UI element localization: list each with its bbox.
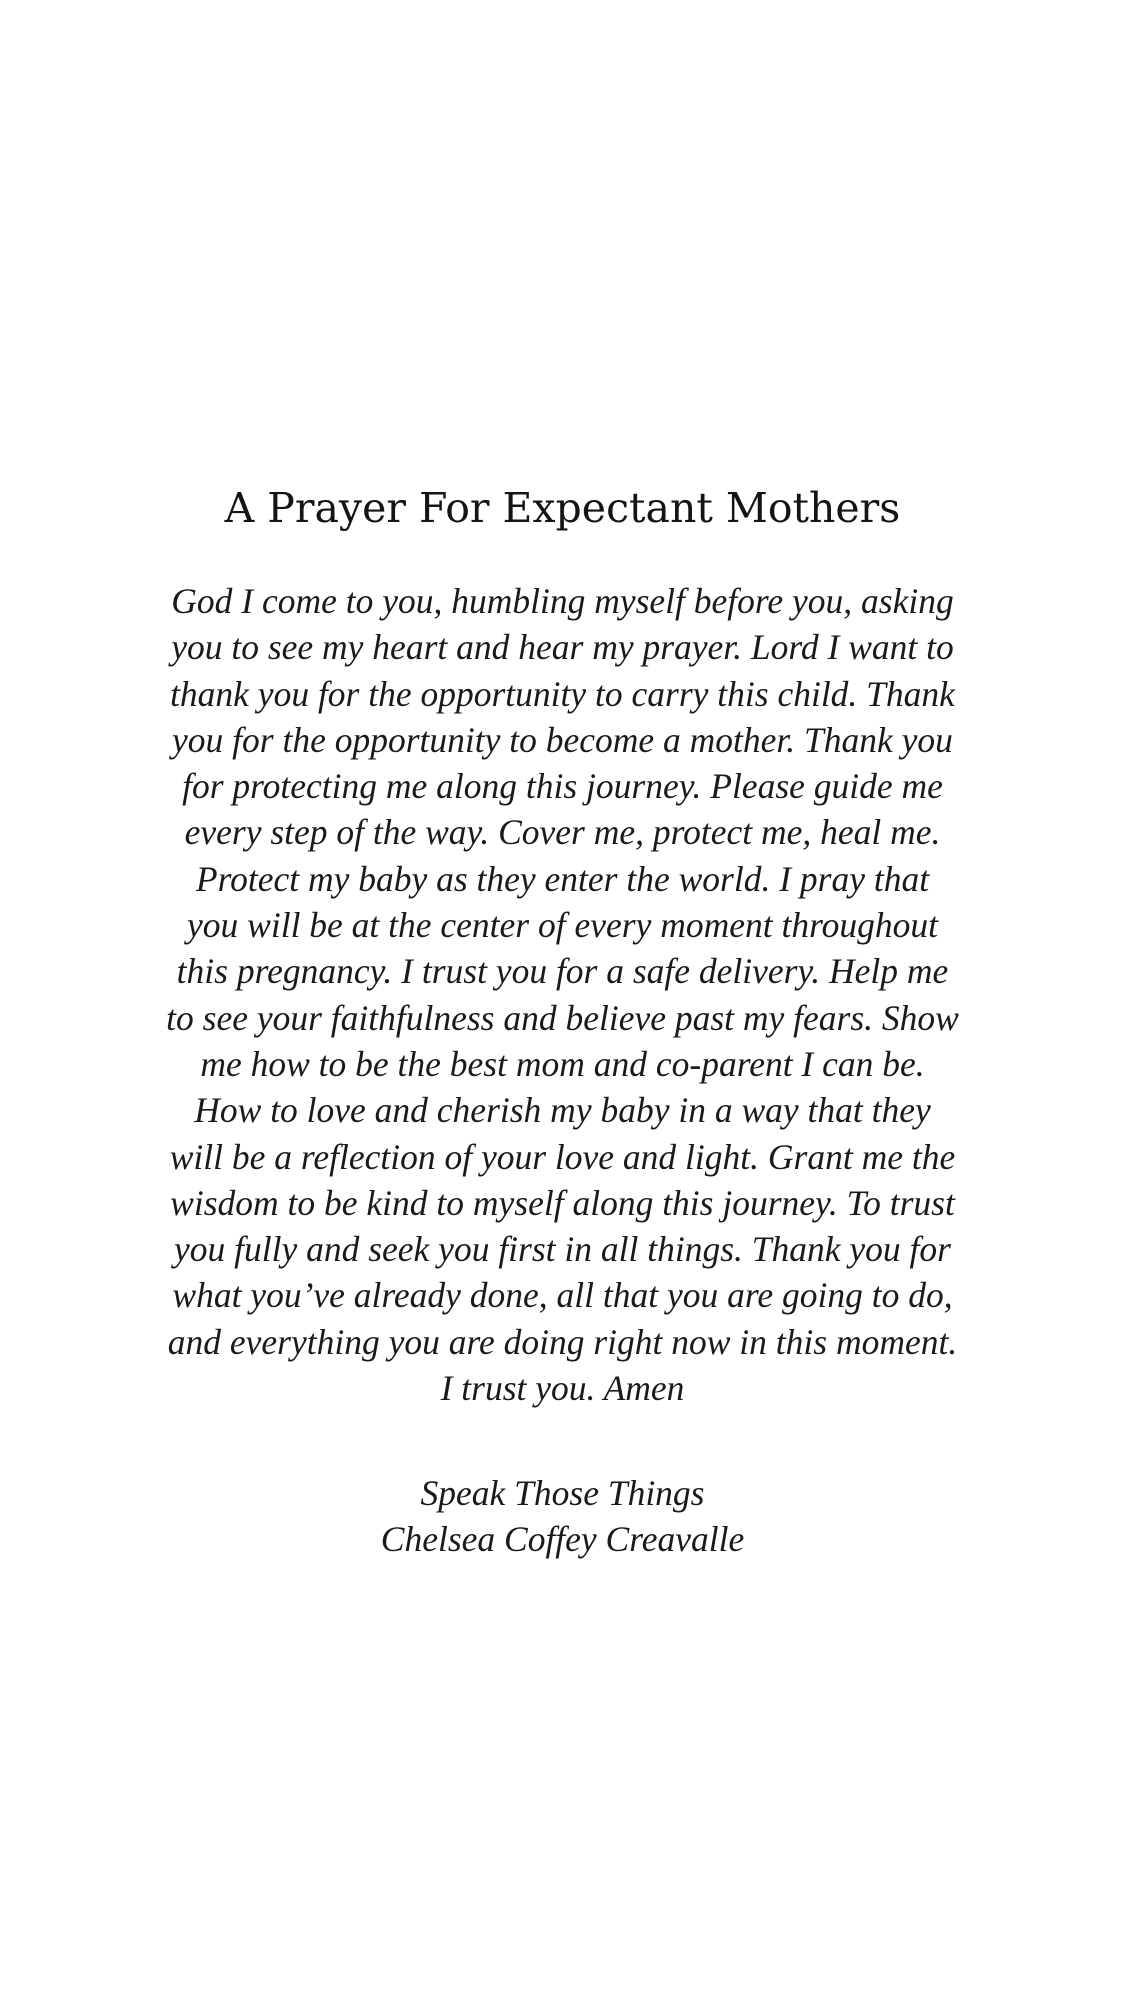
signature-block	[0, 1470, 1125, 1562]
prayer-line: and everything you are doing right now in this moment.	[167, 1321, 958, 1362]
prayer-line: How to love and cherish my baby in a way that they	[194, 1090, 931, 1131]
prayer-line: every step of the way. Cover me, protect me, heal me.	[184, 812, 941, 853]
prayer-line: for protecting me along this journey. Please guide me	[182, 766, 943, 807]
prayer-line: you for the opportunity to become a mother. Thank you	[172, 719, 953, 760]
prayer-line: you will be at the center of every moment throughout	[187, 905, 938, 946]
prayer-line: you to see my heart and hear my prayer. Lord I want to	[171, 627, 954, 668]
prayer-line: Protect my baby as they enter the world. I pray that	[195, 858, 930, 899]
document-title: A Prayer For Expectant Mothers	[224, 484, 901, 532]
author-name: Chelsea Coffey Creavalle	[380, 1519, 745, 1559]
prayer-line: God I come to you, humbling myself before you, asking	[171, 581, 954, 621]
prayer-line: to see your faithfulness and believe past my fears. Show	[166, 997, 959, 1038]
prayer-line: thank you for the opportunity to carry this child. Thank	[170, 673, 955, 714]
book-title: Speak Those Things	[420, 1473, 705, 1513]
prayer-line-closing: I trust you. Amen	[440, 1368, 685, 1409]
prayer-line: this pregnancy. I trust you for a safe delivery. Help me	[176, 951, 949, 992]
prayer-line: will be a reflection of your love and light. Grant me the	[169, 1136, 956, 1177]
prayer-line: wisdom to be kind to myself along this journey. To trust	[170, 1182, 955, 1223]
prayer-line: you fully and seek you first in all things. Thank you for	[174, 1229, 951, 1270]
prayer-body	[100, 578, 1025, 1411]
prayer-line: what you’ve already done, all that you are going to do,	[172, 1275, 953, 1316]
prayer-line: me how to be the best mom and co-parent I can be.	[200, 1043, 925, 1084]
